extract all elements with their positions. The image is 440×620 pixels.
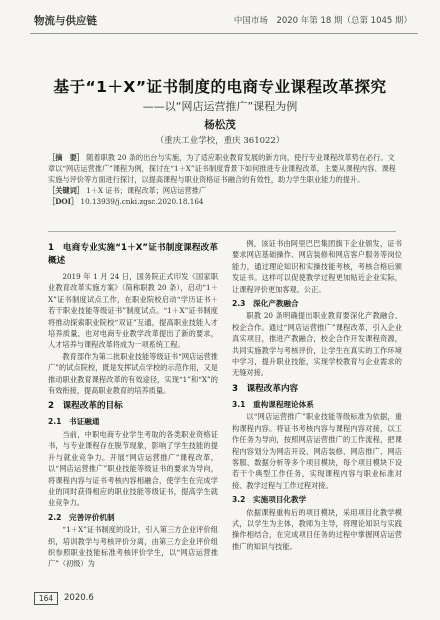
article-subtitle: ——以“网店运营推广”课程为例 [142,100,298,113]
body-paragraph: 以“网店运营推广”职业技能等级标准为依据，重构课程内容。将证书考核内容与课程内容对接，以工作任务为导向，按照网店运营推广的工作流程，把课程内容划分为网店开设、网店装修、网店推广、网店客服、数据分析等多个项目模块，每个项目模块下设若干个典型工作任务，实现课程内容与职业标准对接、教学过程与工作过程对接。 [232,412,402,490]
running-header [0,0,440,40]
subsection-heading: 2.3 深化产教融合 [232,299,299,309]
keywords-label: ［关键词］ [48,186,84,195]
subsection-heading: 2.1 书证融通 [48,417,100,427]
body-paragraph: 依据课程重构后的项目模块，采用项目化教学模式，以学生为主体，教师为主导，将理论知识与实践操作相结合，在完成项目任务的过程中掌握网店运营推广的知识与技能。 [232,507,402,551]
article-title: 基于“1＋X”证书制度的电商专业课程改革探究 [53,78,387,96]
subsection-heading: 3.2 实施项目化教学 [232,495,307,505]
page-footer [34,591,94,605]
section-heading: 3 课程改革内容 [232,383,299,394]
body-paragraph: 例，该证书由阿里巴巴集团旗下企业颁发，证书要求网店基础操作、网店装修和网店客户服务等岗位能力，通过理论知识和实操技能考核，考核合格后颁发证书。这样可以促使教学过程更加贴近企业实际，让课程评价更加客观、公正。 [232,239,402,294]
doi-text: 10.13939/j.cnki.zgsc.2020.18.164 [80,197,204,206]
section-heading: 2 课程改革的目标 [48,401,123,412]
author-name: 杨松茂 [204,119,236,131]
section-name: 物流与供应链 [34,15,97,27]
doi [48,196,398,207]
metadata-rule [48,231,396,232]
section-heading: 1 电商专业实施“1＋X”证书制度课程改革概述 [48,243,218,266]
body-paragraph: 教育部作为第二批职业技能等级证书“网店运营推广”的试点院校，既是发挥试点学校的示范作用，又是推动职业教育课程改革的有效途径，实现“1”和“X”的有效衔接，提高职业教育的培养质量。 [48,351,218,396]
header-rule [30,33,418,34]
issue-date: 2020.6 [64,593,94,603]
body-paragraph: “1＋X”证书制度的设计，引入第三方企业评价组织，培训教学与考核评价分离，由第三方企业评价组织参照职业技能标准考核评价学生，以“网店运营推广”（初级）为 [48,525,218,569]
body-column-left [48,238,218,570]
journal-issue: 中国市场 2020 年第 18 期（总第 1045 期） [233,16,412,26]
article-metadata [48,152,398,207]
abstract [48,152,398,185]
page-number: 164 [34,592,58,605]
subsection-heading: 3.1 重构课程理论体系 [232,399,314,409]
body-column-right [232,238,402,552]
keywords-text: 1＋X 证书；课程改革；网店运营推广 [86,186,207,195]
doi-label: ［DOI］ [48,197,79,206]
subsection-heading: 2.2 完善评价机制 [48,512,115,522]
abstract-label: ［摘 要］ [48,153,84,162]
abstract-text: 随着职教 20 条的出台与实施，为了适应职业教育发展的新方向，使行专业课程改革势在必行。文章以“网店运营推广”课程为例，探讨在“1＋X”证书制度背景下如何推进专业课程改革，主要从课程内容、课程实施与评价等方面进行探讨，以提高课程与职业资格证书融合的有效性，助力学生职业能力的提升。 [48,153,396,184]
body-paragraph: 2019 年 1 月 24 日，国务院正式印发《国家职业教育改革实施方案》（简称职教 20 条），启动“1＋X”证书制度试点工作，在职业院校启动“学历证书＋若干职业技能等级证书”制度试点。“1＋X”证书制度将推动探索职业院校“双证”互通，提高职业技能人才培养质量，也对电商专业教学改革提出了新的要求，人才培养与课程改革将成为一项系统工程。 [48,272,218,350]
body-paragraph: 当前，中职电商专业学生考取的各类职业资格证书，与专业课程存在脱节现象，影响了学生技能的提升与就业竞争力。开展“网店运营推广”课程改革，以“网店运营推广”职业技能等级证书的要求为导向，将课程内容与证书考核内容相融合，使学生在完成学业的同时获得相应的职业技能等级证书，提高学生就业竞争力。 [48,429,218,508]
body-paragraph: 职教 20 条明确提出职业教育要深化产教融合、校企合作。通过“网店运营推广”课程改革，引入企业真实项目，推进产教融合，校企合作开发课程资源，共同实施教学与考核评价，让学生在真实的工作环境中学习，提升职业技能，实现学校教育与企业需求的无缝对接。 [232,311,402,378]
keywords [48,185,398,196]
author-affiliation: （重庆工业学校，重庆 361022） [155,136,285,146]
